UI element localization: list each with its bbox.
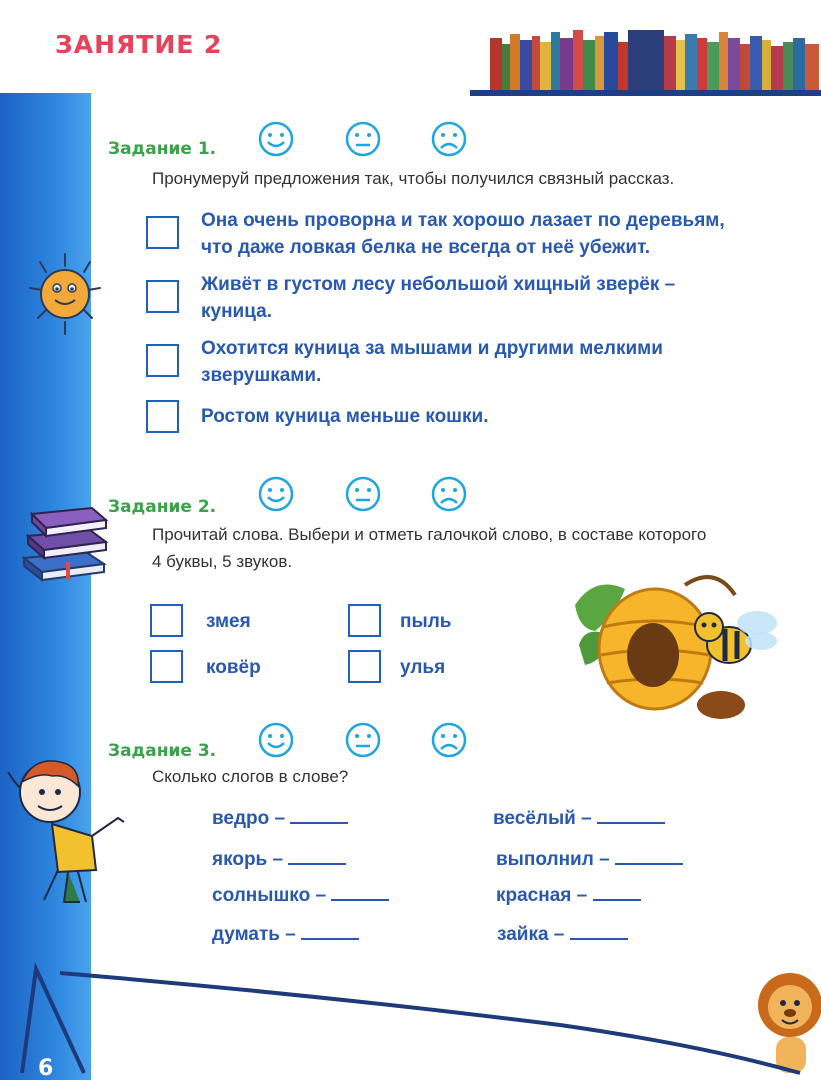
- lesson-title: ЗАНЯТИЕ 2: [55, 30, 223, 59]
- syllable-word: весёлый –: [493, 808, 592, 829]
- word-checkbox[interactable]: [150, 604, 183, 637]
- answer-blank[interactable]: [290, 804, 348, 824]
- sentence-line: куница.: [201, 301, 272, 322]
- answer-blank[interactable]: [593, 881, 641, 901]
- sad-face-icon[interactable]: [431, 476, 467, 512]
- sentence-line: Живёт в густом лесу небольшой хищный зверёк –: [201, 274, 676, 295]
- task3-instruction: Сколько слогов в слове?: [152, 767, 349, 786]
- sentence-line: что даже ловкая белка не всегда от неё убежит.: [201, 237, 650, 258]
- word-label: змея: [206, 611, 251, 632]
- word-label: ковёр: [206, 657, 261, 678]
- sentence-3: [201, 335, 663, 389]
- sentence-1: [201, 207, 725, 261]
- syllable-word: якорь –: [212, 849, 284, 870]
- sentence-number-box[interactable]: [146, 216, 179, 249]
- sentence-line: Ростом куница меньше кошки.: [201, 406, 489, 427]
- smile-icon[interactable]: [258, 476, 294, 512]
- syllable-item: [496, 845, 683, 871]
- sad-face-icon[interactable]: [431, 121, 467, 157]
- beehive-illustration: [565, 565, 790, 725]
- smile-icon[interactable]: [258, 722, 294, 758]
- sun-illustration: [10, 250, 120, 340]
- task2-title: Задание 2.: [108, 497, 217, 517]
- syllable-word: выполнил –: [496, 849, 610, 870]
- task3-title: Задание 3.: [108, 741, 217, 761]
- answer-blank[interactable]: [615, 845, 683, 865]
- word-label: пыль: [400, 611, 452, 632]
- syllable-item: [496, 881, 641, 907]
- syllable-item: [497, 920, 628, 946]
- sentence-number-box[interactable]: [146, 400, 179, 433]
- neutral-face-icon[interactable]: [345, 722, 381, 758]
- sentence-line: зверушками.: [201, 365, 322, 386]
- sad-face-icon[interactable]: [431, 722, 467, 758]
- syllable-item: [212, 881, 389, 907]
- word-checkbox[interactable]: [150, 650, 183, 683]
- sentence-line: Она очень проворна и так хорошо лазает по деревьям,: [201, 210, 725, 231]
- sentence-number-box[interactable]: [146, 280, 179, 313]
- word-checkbox[interactable]: [348, 604, 381, 637]
- books-illustration: [16, 500, 112, 586]
- syllable-item: [493, 804, 665, 830]
- answer-blank[interactable]: [597, 804, 665, 824]
- answer-blank[interactable]: [331, 881, 389, 901]
- syllable-word: ведро –: [212, 808, 286, 829]
- instruction-line: Прочитай слова. Выбери и отметь галочкой слово, в составе которого: [152, 525, 707, 544]
- syllable-item: [212, 845, 346, 871]
- word-label: улья: [400, 657, 446, 678]
- sentence-4: [201, 403, 489, 430]
- bookshelf-illustration: [468, 18, 821, 96]
- syllable-item: [212, 804, 348, 830]
- task1-title: Задание 1.: [108, 139, 217, 159]
- syllable-item: [212, 920, 359, 946]
- syllable-word: зайка –: [497, 924, 565, 945]
- neutral-face-icon[interactable]: [345, 121, 381, 157]
- task2-instruction: [152, 521, 706, 575]
- answer-blank[interactable]: [301, 920, 359, 940]
- side-band: [0, 93, 91, 1080]
- sentence-line: Охотится куница за мышами и другими мелкими: [201, 338, 663, 359]
- answer-blank[interactable]: [570, 920, 628, 940]
- syllable-word: красная –: [496, 885, 588, 906]
- instruction-line: 4 буквы, 5 звуков.: [152, 552, 293, 571]
- sentence-number-box[interactable]: [146, 344, 179, 377]
- boy-illustration: [0, 752, 130, 912]
- task1-instruction: Пронумеруй предложения так, чтобы получился связный рассказ.: [152, 169, 675, 188]
- smile-icon[interactable]: [258, 121, 294, 157]
- answer-blank[interactable]: [288, 845, 346, 865]
- rope-illustration: [0, 955, 821, 1080]
- syllable-word: солнышко –: [212, 885, 327, 906]
- syllable-word: думать –: [212, 924, 296, 945]
- sentence-2: [201, 271, 675, 325]
- word-checkbox[interactable]: [348, 650, 381, 683]
- page-number: 6: [38, 1056, 54, 1081]
- neutral-face-icon[interactable]: [345, 476, 381, 512]
